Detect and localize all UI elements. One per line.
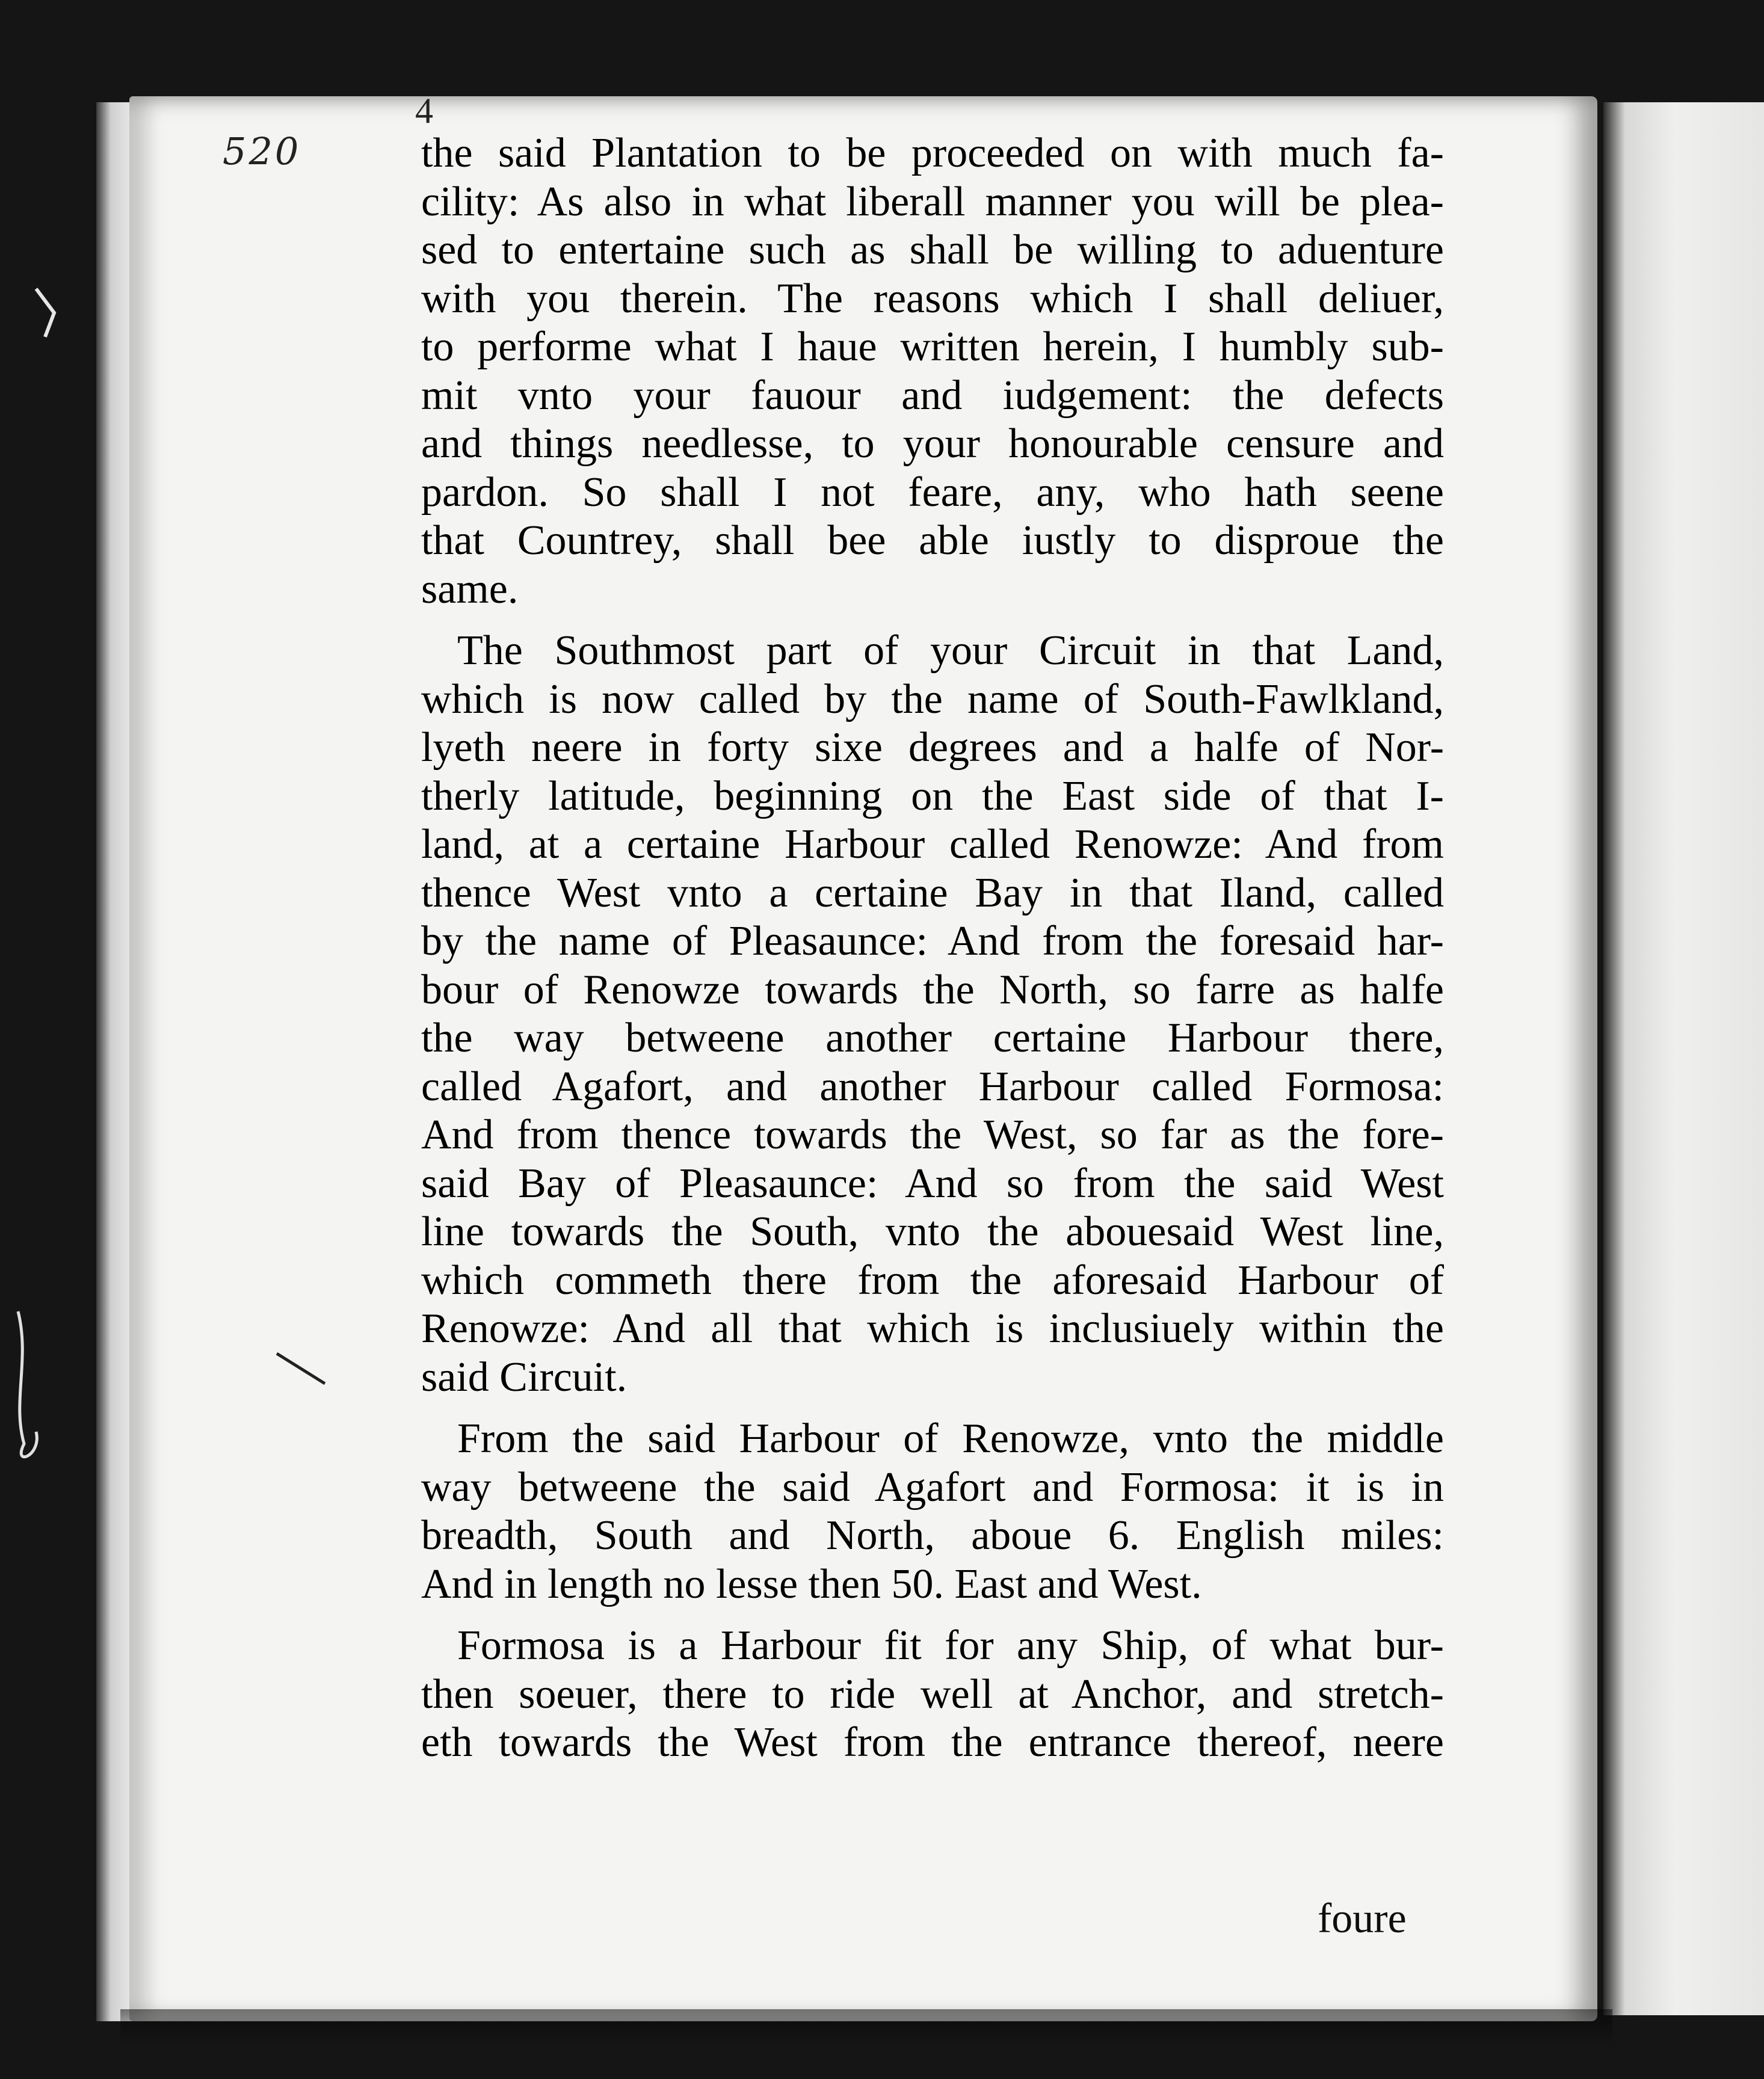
text-line: therly latitude, beginning on the East side of that I-: [421, 772, 1444, 819]
text-line: And in length no lesse then 50. East and West.: [421, 1560, 1202, 1607]
text-line: same.: [421, 565, 519, 612]
text-line: The Southmost part of your Circuit in that Land,: [457, 627, 1444, 674]
text-line: line towards the South, vnto the abouesaid West line,: [421, 1209, 1444, 1255]
text-line: said Bay of Pleasaunce: And so from the said West: [421, 1160, 1444, 1207]
text-line: which is now called by the name of South-Fawlkland,: [421, 676, 1444, 722]
catchword: foure: [1318, 1896, 1407, 1942]
text-line: called Agafort, and another Harbour called Formosa:: [421, 1063, 1444, 1110]
text-line: And from thence towards the West, so far as the fore-: [421, 1112, 1444, 1158]
text-line: by the name of Pleasaunce: And from the foresaid har-: [421, 918, 1444, 964]
text-line: to performe what I haue written herein, I humbly sub-: [421, 324, 1444, 370]
page-text: [421, 129, 1444, 1767]
text-line: Renowze: And all that which is inclusiuely within the: [421, 1305, 1444, 1352]
text-line: the way betweene another certaine Harbour there,: [421, 1015, 1444, 1061]
text-line: way betweene the said Agafort and Formosa: it is in: [421, 1464, 1444, 1511]
text-line: breadth, South and North, aboue 6. English miles:: [421, 1512, 1444, 1559]
text-line: said Circuit.: [421, 1354, 628, 1400]
page-number: 4: [415, 91, 433, 131]
text-line: pardon. So shall I not feare, any, who hath seene: [421, 469, 1444, 516]
text-line: sed to entertaine such as shall be willing to aduenture: [421, 227, 1444, 273]
text-line: Formosa is a Harbour fit for any Ship, of what bur-: [457, 1622, 1444, 1669]
text-line: cility: As also in what liberall manner you will be plea-: [421, 178, 1444, 225]
text-line: and things needlesse, to your honourable censure and: [421, 420, 1444, 467]
text-line: which commeth there from the aforesaid Harbour of: [421, 1257, 1444, 1304]
text-line: From the said Harbour of Renowze, vnto the middle: [457, 1415, 1444, 1462]
text-line: the said Plantation to be proceeded on with much fa-: [421, 130, 1444, 176]
text-line: eth towards the West from the entrance thereof, neere: [421, 1719, 1444, 1766]
text-line: lyeth neere in forty sixe degrees and a halfe of Nor-: [421, 724, 1444, 771]
text-line: bour of Renowze towards the North, so farre as halfe: [421, 966, 1444, 1013]
text-line: then soeuer, there to ride well at Anchor, and stretch-: [421, 1671, 1444, 1717]
text-line: land, at a certaine Harbour called Renowze: And from: [421, 821, 1444, 867]
manuscript-number: 520: [223, 129, 301, 173]
text-line: with you therein. The reasons which I shall deliuer,: [421, 275, 1444, 322]
text-line: thence West vnto a certaine Bay in that Iland, called: [421, 869, 1444, 916]
text-line: that Countrey, shall bee able iustly to disproue the: [421, 517, 1444, 564]
text-line: mit vnto your fauour and iudgement: the defects: [421, 372, 1444, 419]
